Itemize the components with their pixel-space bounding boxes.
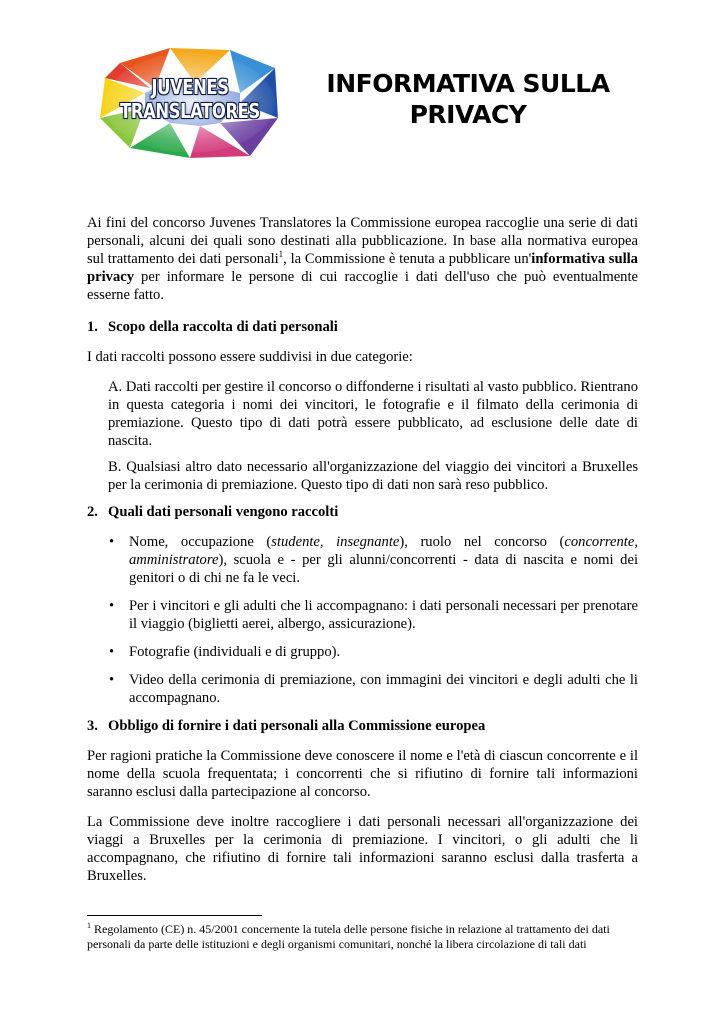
footnote-number: 1: [87, 921, 91, 930]
footnote-ref: 1: [278, 249, 284, 260]
list-item-text: Nome, occupazione (: [129, 534, 272, 550]
logo-text-line1: JUVENES: [151, 75, 229, 99]
section-1-heading: [87, 318, 638, 336]
section-3-title: Obbligo di fornire i dati personali alla Commissione europea: [108, 718, 486, 734]
list-item-text: ), ruolo nel concorso (: [399, 534, 565, 550]
section-3-paragraph-1: Per ragioni pratiche la Commissione deve conoscere il nome e l'età di ciascun concorrente e il nome della scuola frequentata; i concorrenti che si rifiutino di fornire tali informazioni saranno esclusi dalla partecipazione al concorso.: [87, 748, 638, 800]
list-item: • Fotografie (individuali e di gruppo).: [87, 643, 638, 661]
page-title-line1: INFORMATIVA SULLA: [326, 69, 610, 98]
list-item: [87, 533, 638, 587]
intro-bold-term: informativa sulla privacy: [87, 251, 638, 285]
section-1-lead: I dati raccolti possono essere suddivisi in due categorie:: [87, 349, 413, 365]
page-title: [300, 68, 636, 130]
intro-text-1: Ai fini del concorso Juvenes Translatores la Commissione europea raccoglie una serie di dati personali, alcuni dei quali sono destinati alla pubblicazione. In base alla normativa europea sul trattamento dei dati personali: [87, 215, 638, 267]
intro-paragraph: [87, 214, 638, 304]
section-1-number: 1.: [87, 319, 98, 335]
list-item: • Per i vincitori e gli adulti che li accompagnano: i dati personali necessari per prenotare il viaggio (biglietti aerei, albergo, assicurazione).: [87, 597, 638, 633]
section-2-number: 2.: [87, 504, 98, 520]
intro-text-3: per informare le persone di cui raccoglie i dati dell'uso che può eventualmente esserne fatto.: [87, 269, 638, 303]
section-1-title: Scopo della raccolta di dati personali: [108, 319, 338, 335]
intro-text-2: , la Commissione è tenuta a pubblicare un': [283, 251, 532, 267]
document-body: [87, 214, 638, 893]
juvenes-translatores-logo: [100, 48, 280, 158]
page-title-line2: PRIVACY: [409, 100, 527, 129]
list-item-text: ), scuola e - per gli alunni/concorrenti - data di nascita e nomi dei genitori o di chi ne fa le veci.: [129, 552, 638, 586]
section-3-heading: [87, 717, 638, 735]
logo-text-line2: TRANSLATORES: [120, 99, 260, 123]
section-2-list: [87, 533, 638, 707]
list-item-italic: concorrente, amministratore: [129, 534, 638, 568]
list-item-italic: studente, insegnante: [271, 534, 400, 550]
section-2-title: Quali dati personali vengono raccolti: [108, 504, 339, 520]
footnote-text: Regolamento (CE) n. 45/2001 concernente la tutela delle persone fisiche in relazione al trattamento dei dati personali da parte delle istituzioni e degli organismi comunitari, nonché la libera circolazione di tali dati: [87, 922, 610, 951]
footnote-divider: [87, 915, 262, 916]
section-1-item-b: B. Qualsiasi altro dato necessario all'organizzazione del viaggio dei vincitori a Bruxelles per la cerimonia di premiazione. Questo tipo di dati non sarà reso pubblico.: [108, 459, 638, 493]
section-2-heading: [87, 503, 638, 521]
footnote: [87, 922, 638, 952]
section-3-paragraph-2: La Commissione deve inoltre raccogliere i dati personali necessari all'organizzazione dei viaggi a Bruxelles per la cerimonia di premiazione. I vincitori, o gli adulti che li accompagnano, che rifiutino di fornire tali informazioni saranno esclusi dalla trasferta a Bruxelles.: [87, 814, 638, 884]
section-1-item-a: A. Dati raccolti per gestire il concorso o diffonderne i risultati al vasto pubblico. Rientrano in questa categoria i nomi dei vincitori, le fotografie e il filmato della cerimonia di premiazione. Questo tipo di dati potrà essere pubblicato, ad esclusione delle date di nascita.: [108, 379, 638, 449]
section-3-number: 3.: [87, 718, 98, 734]
list-item: • Video della cerimonia di premiazione, con immagini dei vincitori e degli adulti che li accompagnano.: [87, 671, 638, 707]
